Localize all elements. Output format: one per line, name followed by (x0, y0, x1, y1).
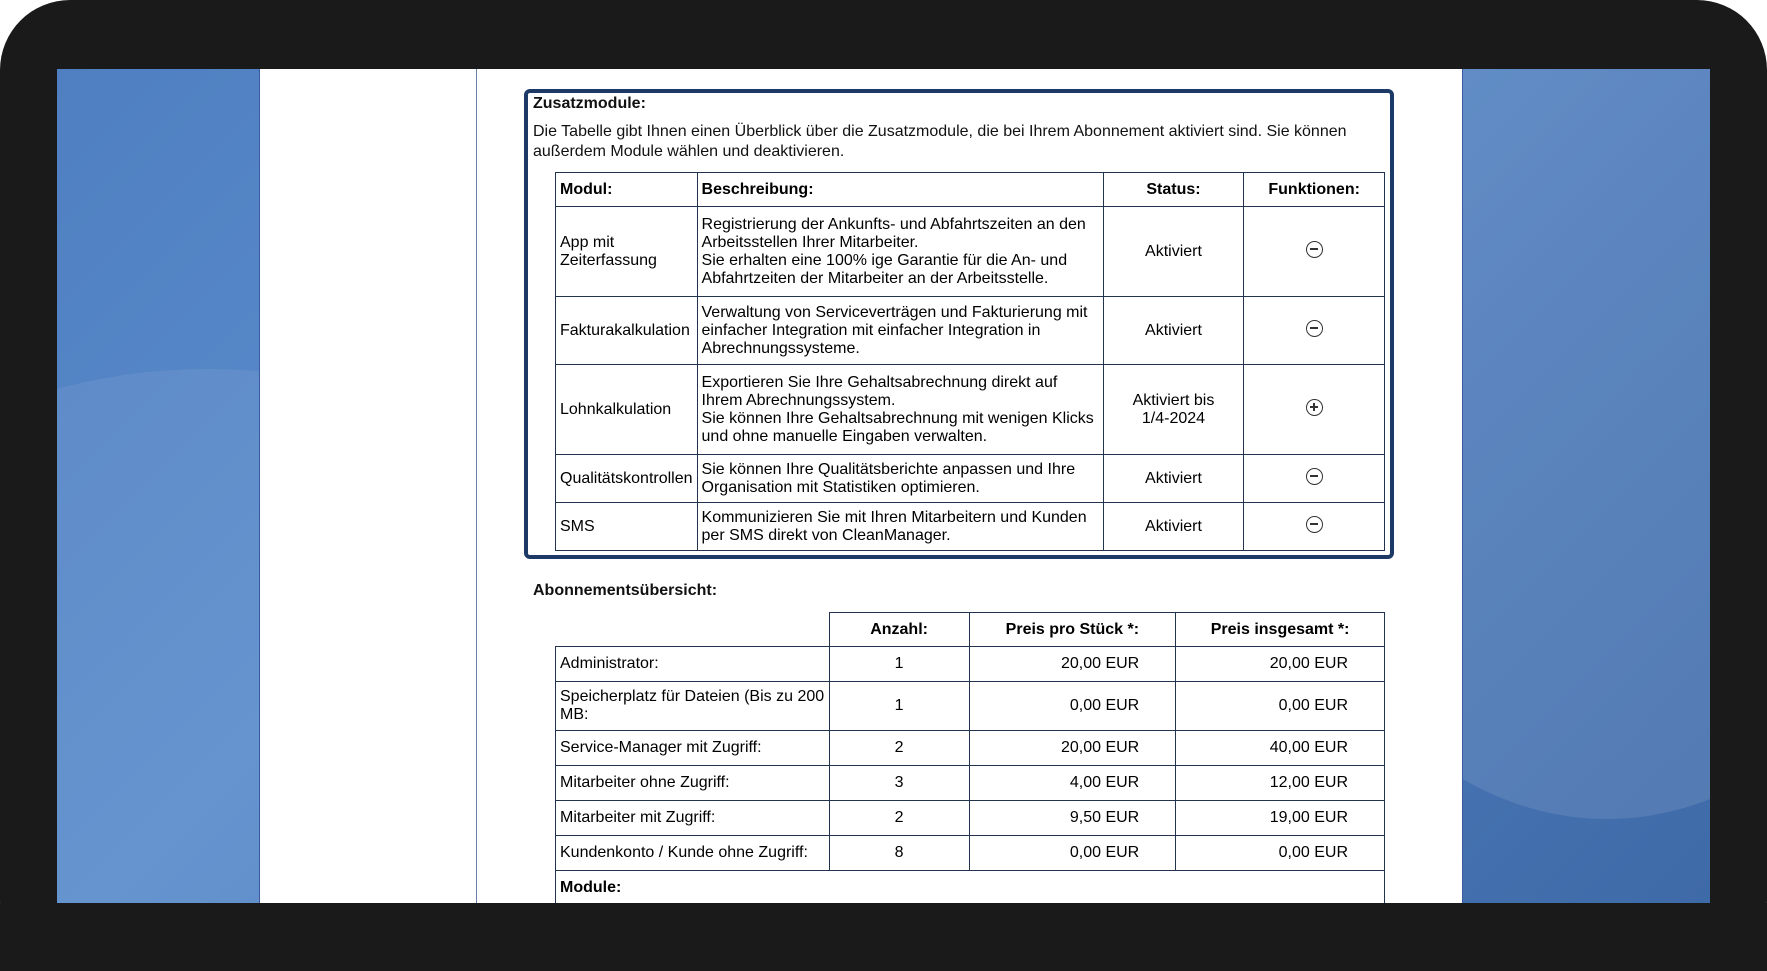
modul-cell: App mit Zeiterfassung (556, 207, 698, 297)
header-gesamt: Preis insgesamt *: (1176, 613, 1385, 647)
table-row (556, 836, 1385, 871)
header-modul: Modul: (556, 173, 698, 207)
abonnement-table (555, 612, 1385, 905)
funktionen-cell (1244, 365, 1385, 455)
anzahl-cell: 2 (829, 801, 969, 836)
header-status: Status: (1103, 173, 1244, 207)
gesamt-cell: 0,00 EUR (1176, 836, 1385, 871)
table-row (556, 503, 1385, 551)
funktionen-cell (1244, 503, 1385, 551)
modul-cell: SMS (556, 503, 698, 551)
table-row (556, 455, 1385, 503)
preis-cell: 20,00 EUR (969, 731, 1176, 766)
minus-circle-icon[interactable] (1306, 320, 1323, 337)
beschreibung-cell: Sie können Ihre Qualitätsberichte anpassen und Ihre Organisation mit Statistiken optimieren. (697, 455, 1103, 503)
modul-cell: Qualitätskontrollen (556, 455, 698, 503)
zusatzmodule-intro: Die Tabelle gibt Ihnen einen Überblick über die Zusatzmodule, die bei Ihrem Abonnement aktiviert sind. Sie können außerdem Module wählen und deaktivieren. (533, 123, 1347, 160)
module-label-cell: Module: (556, 871, 1385, 905)
anzahl-cell: 1 (829, 647, 969, 682)
status-cell: Aktiviert (1103, 297, 1244, 365)
header-anzahl: Anzahl: (829, 613, 969, 647)
table-row (556, 365, 1385, 455)
beschreibung-cell: Kommunizieren Sie mit Ihren Mitarbeitern und Kunden per SMS direkt von CleanManager. (697, 503, 1103, 551)
name-cell: Kundenkonto / Kunde ohne Zugriff: (556, 836, 830, 871)
plus-circle-icon[interactable] (1306, 399, 1323, 416)
gesamt-cell: 40,00 EUR (1176, 731, 1385, 766)
empty-header (556, 613, 830, 647)
table-row (556, 647, 1385, 682)
preis-cell: 9,50 EUR (969, 801, 1176, 836)
funktionen-cell (1244, 207, 1385, 297)
gesamt-cell: 20,00 EUR (1176, 647, 1385, 682)
beschreibung-cell: Verwaltung von Serviceverträgen und Fakturierung mit einfacher Integration mit einfacher Integration in Abrechnungssysteme. (697, 297, 1103, 365)
table-row (556, 207, 1385, 297)
gesamt-cell: 19,00 EUR (1176, 801, 1385, 836)
header-preis: Preis pro Stück *: (969, 613, 1176, 647)
gesamt-cell: 0,00 EUR (1176, 682, 1385, 731)
beschreibung-cell: Exportieren Sie Ihre Gehaltsabrechnung direkt auf Ihrem Abrechnungssystem. Sie können Ihre Gehaltsabrechnung mit wenigen Klicks und ohne manuelle Eingaben verwalten. (697, 365, 1103, 455)
status-cell: Aktiviert bis 1/4-2024 (1103, 365, 1244, 455)
name-cell: Mitarbeiter mit Zugriff: (556, 801, 830, 836)
name-cell: Mitarbeiter ohne Zugriff: (556, 766, 830, 801)
header-beschreibung: Beschreibung: (697, 173, 1103, 207)
status-cell: Aktiviert (1103, 503, 1244, 551)
modul-cell: Fakturakalkulation (556, 297, 698, 365)
table-row (556, 297, 1385, 365)
preis-cell: 20,00 EUR (969, 647, 1176, 682)
gesamt-cell: 12,00 EUR (1176, 766, 1385, 801)
zusatzmodule-table (555, 172, 1385, 551)
frame-bottom-bezel (0, 903, 1767, 971)
name-cell: Administrator: (556, 647, 830, 682)
table-row (556, 801, 1385, 836)
beschreibung-cell: Registrierung der Ankunfts- und Abfahrtszeiten an den Arbeitsstellen Ihrer Mitarbeiter. Sie erhalten eine 100% ige Garantie für die An- und Abfahrtzeiten der Mitarbeiter an der Arbeitsstelle. (697, 207, 1103, 297)
funktionen-cell (1244, 297, 1385, 365)
minus-circle-icon[interactable] (1306, 241, 1323, 258)
funktionen-cell (1244, 455, 1385, 503)
anzahl-cell: 2 (829, 731, 969, 766)
left-panel (260, 69, 477, 903)
name-cell: Service-Manager mit Zugriff: (556, 731, 830, 766)
table-row (556, 766, 1385, 801)
table-row (556, 871, 1385, 905)
minus-circle-icon[interactable] (1306, 516, 1323, 533)
zusatzmodule-header (533, 94, 1383, 162)
anzahl-cell: 8 (829, 836, 969, 871)
table-row (556, 682, 1385, 731)
modul-cell: Lohnkalkulation (556, 365, 698, 455)
anzahl-cell: 3 (829, 766, 969, 801)
name-cell: Speicherplatz für Dateien (Bis zu 200 MB: (556, 682, 830, 731)
preis-cell: 0,00 EUR (969, 682, 1176, 731)
status-cell: Aktiviert (1103, 455, 1244, 503)
preis-cell: 4,00 EUR (969, 766, 1176, 801)
preis-cell: 0,00 EUR (969, 836, 1176, 871)
anzahl-cell: 1 (829, 682, 969, 731)
zusatzmodule-title: Zusatzmodule: (533, 95, 646, 112)
minus-circle-icon[interactable] (1306, 468, 1323, 485)
status-cell: Aktiviert (1103, 207, 1244, 297)
abonnement-title: Abonnementsübersicht: (533, 582, 718, 599)
table-row (556, 731, 1385, 766)
header-funktionen: Funktionen: (1244, 173, 1385, 207)
